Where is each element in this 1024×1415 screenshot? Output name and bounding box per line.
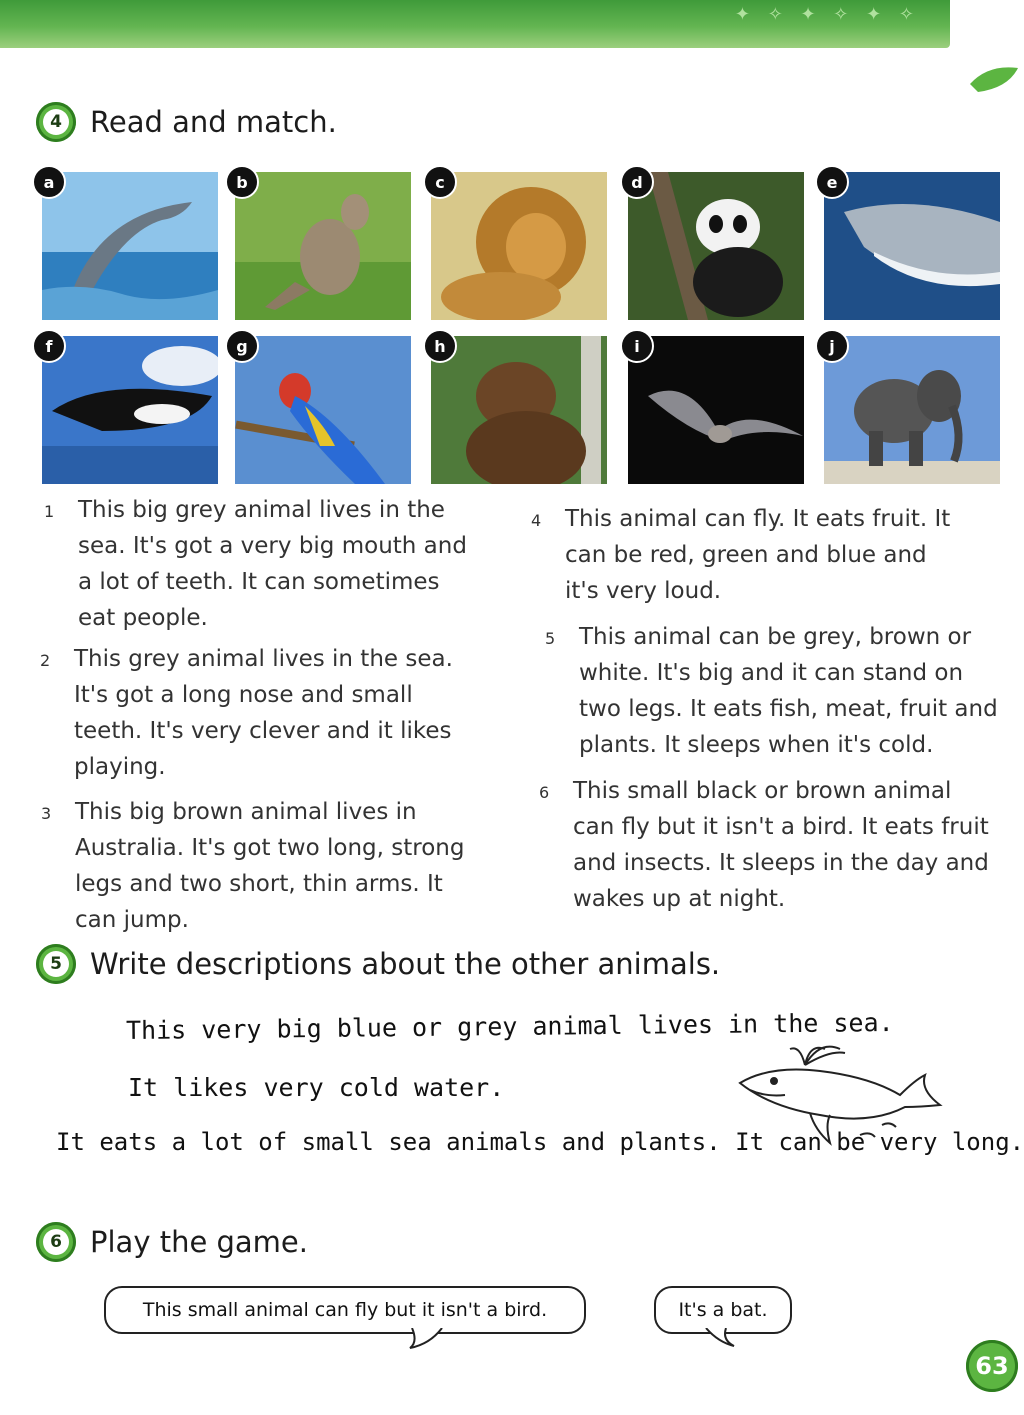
photo-dolphin	[42, 172, 218, 320]
photo-label: f	[32, 329, 66, 363]
photo-label: j	[815, 329, 849, 363]
speech-tail-icon	[408, 1328, 448, 1350]
description-5: 5 This animal can be grey, brown or white. It's big and it can stand on two legs. It eats fish, meat, fruit and plants. It sleeps when it's cold.	[545, 624, 998, 758]
exercise-title: Write descriptions about the other animals.	[90, 947, 721, 981]
exercise-number-badge: 4	[36, 102, 76, 142]
photo-label: c	[423, 165, 457, 199]
handwritten-line-2: It likes very cold water.	[128, 1073, 505, 1102]
photo-label: d	[620, 165, 654, 199]
photo-parrot	[235, 336, 411, 484]
exercise-number-badge: 6	[36, 1222, 76, 1262]
photo-label: g	[225, 329, 259, 363]
photo-kangaroo	[235, 172, 411, 320]
handwritten-line-1: This very big blue or grey animal lives in the sea.	[125, 1007, 894, 1046]
speech-bubble-question: This small animal can fly but it isn't a bird.	[104, 1286, 586, 1334]
description-6: 6 This small black or brown animal can fly but it isn't a bird. It eats fruit and insects. It sleeps in the day and wakes up at night.	[539, 778, 989, 912]
photo-label: b	[225, 165, 259, 199]
description-2: 2 This grey animal lives in the sea. It's got a long nose and small teeth. It's very clever and it likes playing.	[40, 646, 453, 780]
whale-drawing-icon	[730, 1035, 955, 1155]
exercise-title: Play the game.	[90, 1225, 308, 1259]
photo-elephant	[824, 336, 1000, 484]
photo-shark	[824, 172, 1000, 320]
star-decoration: ✦ ✧ ✦ ✧ ✦ ✧	[734, 4, 920, 25]
photo-label: i	[620, 329, 654, 363]
speech-bubble-answer: It's a bat.	[654, 1286, 792, 1334]
exercise-4-header	[36, 102, 337, 142]
speech-tail-icon	[700, 1328, 740, 1350]
description-3: 3 This big brown animal lives in Australia. It's got two long, strong legs and two short, thin arms. It can jump.	[41, 799, 465, 933]
photo-lion	[431, 172, 607, 320]
photo-label: e	[815, 165, 849, 199]
top-banner	[0, 0, 950, 48]
exercise-number-badge: 5	[36, 944, 76, 984]
photo-killer-whale	[42, 336, 218, 484]
photo-label: h	[423, 329, 457, 363]
photo-bat	[628, 336, 804, 484]
exercise-6-header	[36, 1222, 308, 1262]
leaf-icon	[968, 64, 1020, 94]
description-4: 4 This animal can fly. It eats fruit. It can be red, green and blue and it's very loud.	[531, 506, 951, 604]
photo-panda	[628, 172, 804, 320]
exercise-title: Read and match.	[90, 105, 337, 139]
page-number: 63	[966, 1340, 1018, 1392]
exercise-5-header	[36, 944, 720, 984]
description-1: 1 This big grey animal lives in the sea. It's got a very big mouth and a lot of teeth. It can sometimes eat people.	[44, 497, 467, 631]
handwritten-line-3: It eats a lot of small sea animals and plants. It can be very long.	[56, 1128, 1024, 1156]
photo-bear	[431, 336, 607, 484]
photo-label: a	[32, 165, 66, 199]
